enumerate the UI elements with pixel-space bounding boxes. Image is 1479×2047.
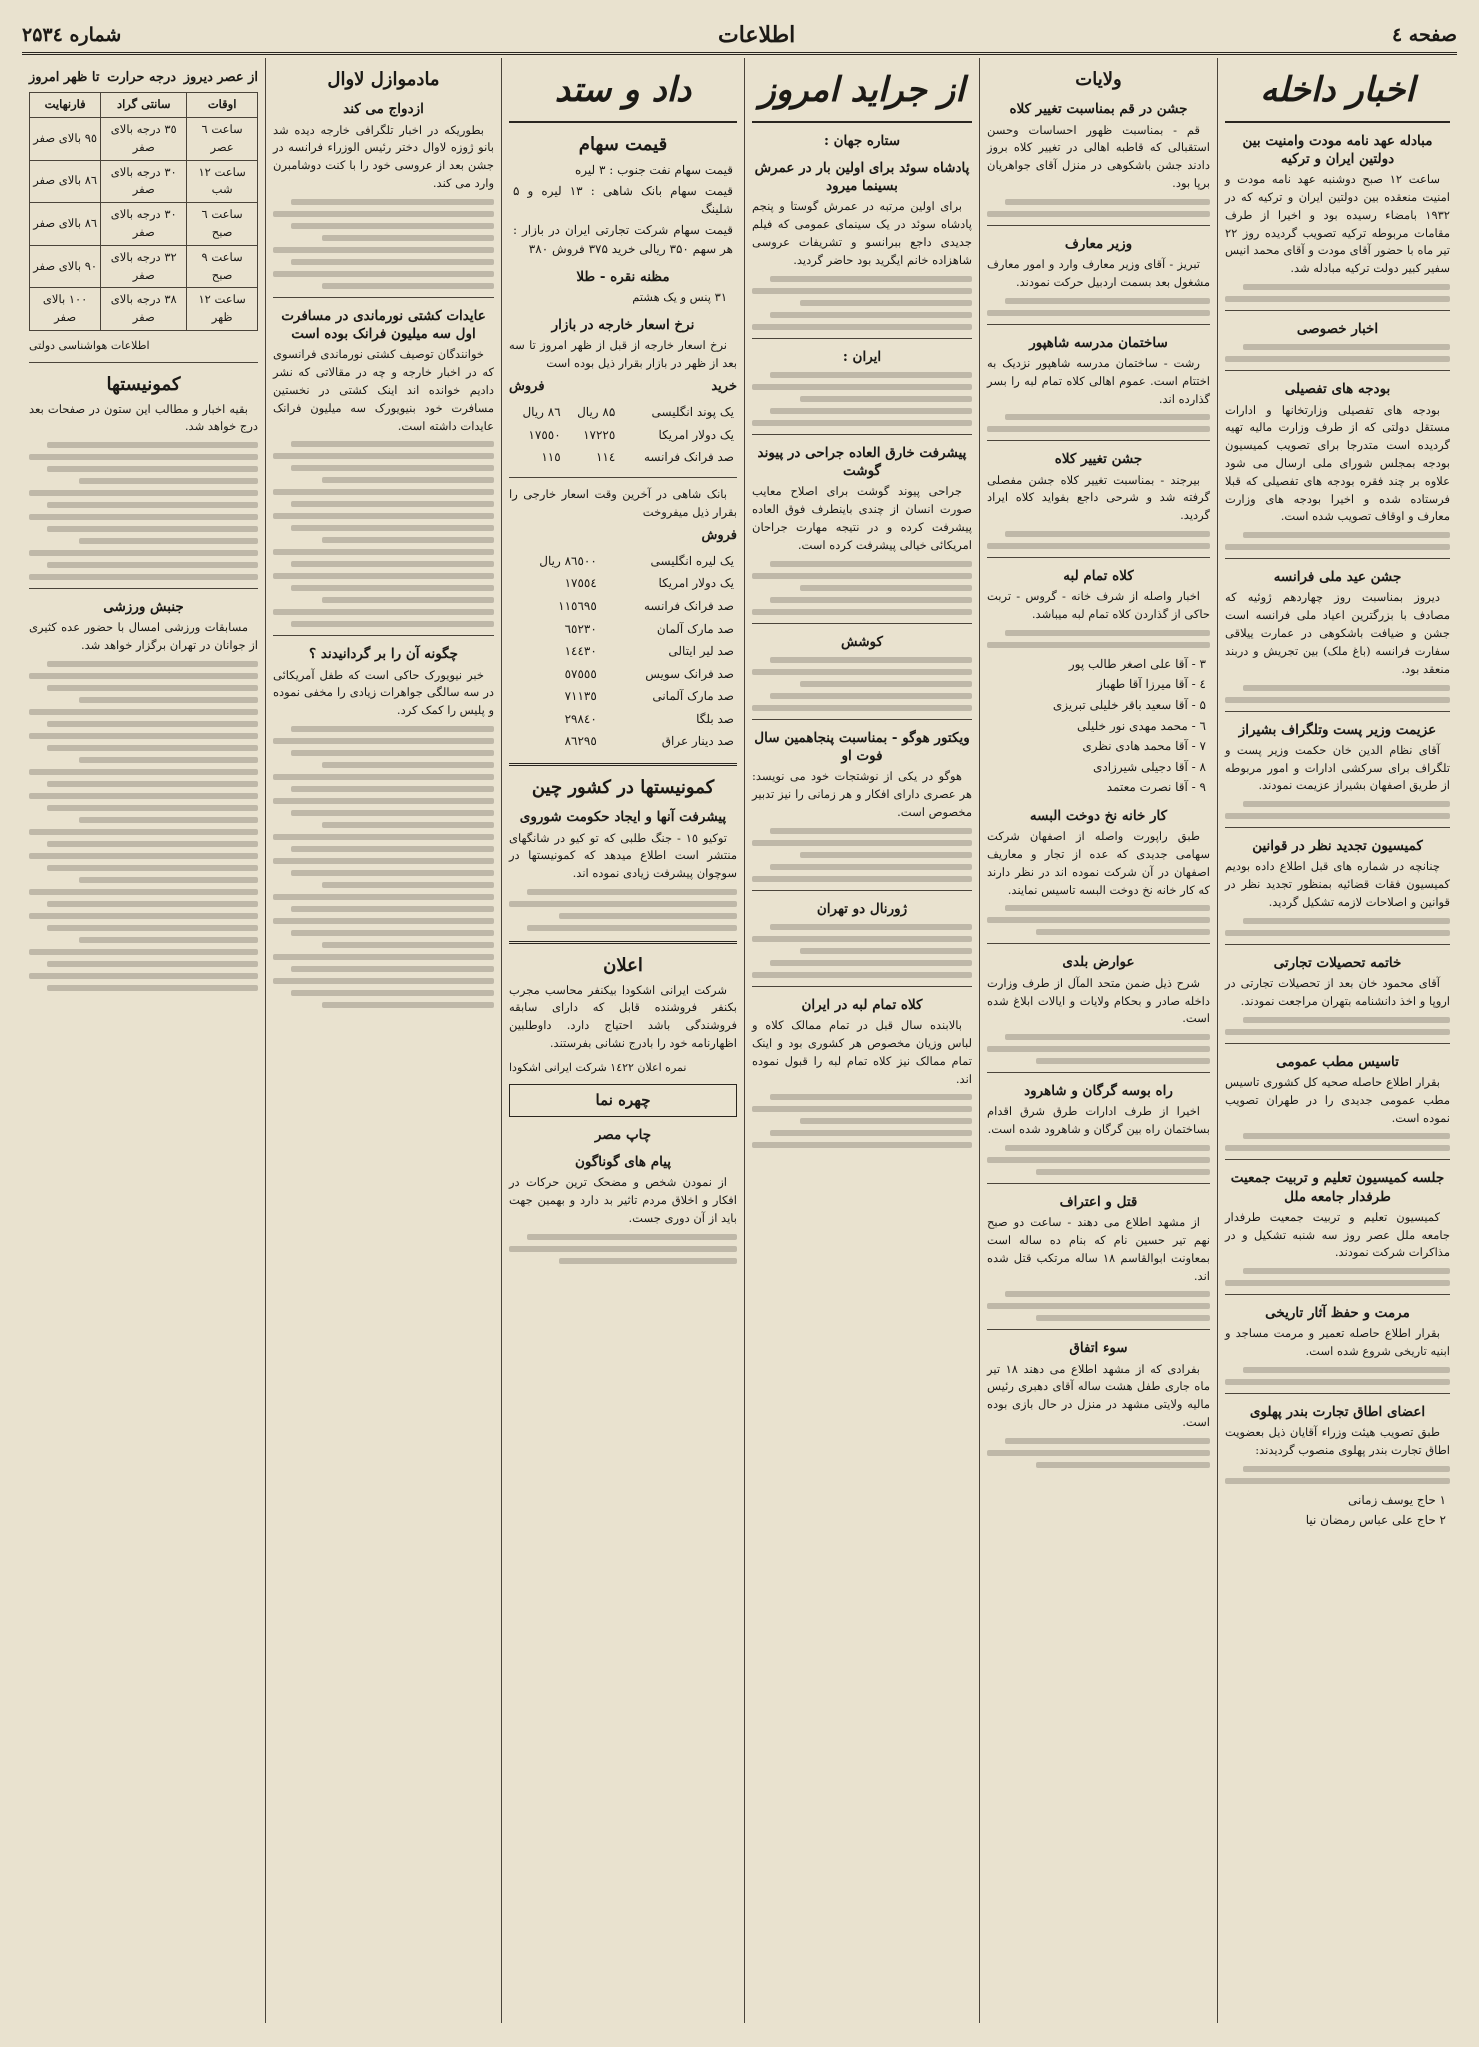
- domestic-head-6: خاتمه تحصیلات تجارتی: [1273, 954, 1402, 971]
- domestic-head-4: عزیمت وزیر پست وتلگراف بشیراز: [1238, 721, 1437, 738]
- bank-row-cell: ۷۱۱۳٥: [564, 689, 597, 704]
- domestic-head-0: مبادله عهد نامه مودت وامنیت بین دولتین ایران و ترکیه: [1242, 132, 1433, 168]
- weather-col-celsius: سانتی گراد: [101, 93, 187, 118]
- bank-row: [509, 685, 737, 708]
- press-head-0: پادشاه سوئد برای اولین بار در عمرش بسینما میرود: [754, 160, 970, 195]
- provinces-b-head-3: قتل و اعتراف: [1059, 1193, 1138, 1210]
- weather-row-cell: ساعت ٦ صبح: [187, 203, 258, 246]
- domestic-head-2: بودجه های تفصیلی: [1284, 381, 1391, 398]
- fx-row-cell: صد فرانک فرانسه: [643, 450, 734, 465]
- provinces-list-item: ۷ - آقا محمد هادی نظری: [1082, 739, 1206, 754]
- provinces-head-0: جشن در قم بمناسبت تغییر کلاه: [1009, 101, 1188, 118]
- fx-table: [509, 401, 737, 469]
- provinces-b-text-0: طبق راپورت واصله از اصفهان شرکت سهامی جدیدی که عده از تجار و معاریف اصفهان در آن شرکت نموده اند در نظر دارند که کار خانه نخ دوخت البسه تاسیس نمایند.: [987, 829, 1210, 897]
- bank-head: بانک شاهی در آخرین وقت اسعار خارجی را بقرار ذیل میفروخت: [509, 486, 737, 519]
- bank-row-cell: ۱۷٥٥٤: [564, 576, 597, 591]
- fx-row-cell: یک پوند انگلیسی: [651, 405, 734, 420]
- provinces-list-item: ۵ - آقا سعید باقر خلیلی تبریزی: [1052, 698, 1206, 713]
- communists-head: کمونیستها در کشور چین: [531, 777, 715, 799]
- domestic-head-1: اخبار خصوصی: [1296, 321, 1379, 338]
- provinces-head-4: کلاه تمام لبه: [1063, 568, 1134, 585]
- messages-head: پیام های گوناگون: [574, 1154, 672, 1171]
- trade-title: داد و ستد: [509, 58, 737, 123]
- bank-row: [509, 708, 737, 731]
- stock-quote: قیمت سهام بانک شاهی : ۱۳ لیره و ۵ شلینگ: [513, 183, 733, 217]
- bank-row-cell: صد فرانک فرانسه: [643, 598, 734, 613]
- provinces-head-2: ساختمان مدرسه شاهپور: [1029, 334, 1168, 351]
- bank-row-cell: صد مارک آلمانی: [652, 689, 734, 704]
- press-head-5: ژورنال دو تهران: [816, 900, 908, 917]
- stocks-sub: قیمت سهام: [578, 133, 668, 155]
- ad-head: اعلان: [603, 955, 643, 977]
- weather-row-cell: ۳٥ درجه بالای صفر: [101, 117, 187, 160]
- bank-row-cell: صد فرانک سویس: [645, 666, 734, 681]
- weather-row-cell: ساعت ۹ صبح: [187, 245, 258, 288]
- domestic-text-10: طبق تصویب هیئت وزراء آقایان ذیل بعضویت اطاق تجارت بندر پهلوی منصوب گردیدند:: [1225, 1425, 1450, 1458]
- normandie-text: خوانندگان توصیف کشتی نورماندی فرانسوی که در اخبار خارجه و چه در مقالاتی که نشر دادیم خوانده اند اینک کشتی در نخستین مسافرت خود بنیویورک سه میلیون فرانک عایدات داشته است.: [273, 347, 494, 433]
- weather-row: [30, 203, 258, 246]
- weather-row-cell: ۳۰ درجه بالای صفر: [101, 160, 187, 203]
- member-2: ۲ حاج علی عباس رمضان نیا: [1305, 1513, 1446, 1528]
- communists-sub: پیشرفت آنها و ایجاد حکومت شوروی: [519, 809, 727, 826]
- column-weather: [22, 58, 265, 2023]
- provinces-title: ولایات: [1075, 69, 1122, 90]
- weather-row-cell: ساعت ۱۲ شب: [187, 160, 258, 203]
- bank-row-cell: ۸٦٥۰۰ ریال: [539, 553, 597, 568]
- normandie-head: عایدات کشتی نورماندی در مسافرت اول سه میلیون فرانک بوده است: [281, 307, 486, 343]
- domestic-head-9: مرمت و حفظ آثار تاریخی: [1265, 1305, 1410, 1322]
- sport-head: جنبش ورزشی: [103, 599, 184, 616]
- press-head-4: ویکتور هوگو - بمناسبت پنجاهمین سال فوت او: [754, 729, 970, 765]
- column-laval: [265, 58, 501, 2023]
- misc-text: بقیه اخبار و مطالب این ستون در صفحات بعد درج خواهد شد.: [29, 401, 258, 434]
- weather-col-time: اوقات: [187, 93, 258, 118]
- domestic-head-8: جلسه کمیسیون تعلیم و تربیت جمعیت طرفدار جامعه ملل: [1230, 1170, 1445, 1205]
- fx-buy-label: خرید: [711, 379, 737, 395]
- provinces-b-text-1: شرح ذیل ضمن متحد المآل از طرف وزارت داخله صادر و بحکام ولایات و ایالات ابلاغ شده است.: [987, 975, 1210, 1026]
- stock-quote: قیمت سهام شرکت تجارتی ایران در بازار : هر سهم ۳۵۰ ریالی خرید ۳۷۵ فروش ۳۸۰: [513, 222, 733, 256]
- press-head-3: کوشش: [841, 633, 883, 650]
- misc-title: کمونیستها: [106, 374, 181, 396]
- fx-row-cell: یک دولار امریکا: [658, 427, 734, 442]
- bank-row-cell: صد مارک آلمان: [656, 621, 734, 636]
- weather-row: [30, 117, 258, 160]
- provinces-b-text-3: از مشهد اطلاع می دهند - ساعت دو صبح نهم تیر حسین نام که بنام ده ساله است بمعاونت ابوالقاسم ۱۸ ساله مرتکب قتل شده اند.: [987, 1215, 1210, 1283]
- faces-head: چهره نما: [509, 1084, 737, 1117]
- domestic-text-6: آقای محمود خان بعد از تحصیلات تجارتی در اروپا و اخذ دانشنامه بتهران مراجعت نمودند.: [1225, 976, 1450, 1008]
- weather-row-cell: ۳۰ درجه بالای صفر: [101, 203, 187, 246]
- bank-row-cell: یک دولار امریکا: [658, 576, 734, 591]
- press-review-title: از جراید امروز: [752, 58, 972, 123]
- fx-row: [509, 446, 737, 469]
- provinces-list-item: ۳ - آقا علی اصغر طالب پور: [1068, 656, 1206, 671]
- messages-text: از نمودن شخص و مضحک ترین حرکات در افکار و اخلاق مردم تاثیر بد دارد و بهمین جهت باید از آن دوری جست.: [509, 1175, 737, 1226]
- weather-row: [30, 245, 258, 288]
- press-text-6: بالابنده سال قبل در تمام ممالک کلاه و لباس وزیان مخصوص هر کشوری بود و اینک تمام ممالک نیز کلاه تمام لبه را قبول نموده اند.: [752, 1018, 972, 1086]
- weather-row-cell: ساعت ٦ عصر: [187, 117, 258, 160]
- fx-row-cell: ۱۷۲۲٥: [583, 427, 616, 442]
- press-head-1: ایران :: [842, 348, 882, 365]
- press-text-4: هوگو در یکی از نوشتجات خود می نویسد: هر عصری دارای افکار و هر زمانی را نیز تدبیر مخصوص است.: [752, 769, 972, 819]
- fx-sell-label: فروش: [509, 379, 545, 395]
- provinces-head-3: جشن تغییر کلاه: [1054, 451, 1143, 468]
- press-text-2: جراحی پیوند گوشت برای اصلاح معایب صورت انسان از چندی باینطرف فوق العاده پیشرفت کرده و در نتیجه مهارت جراحان امریکائی خیالی پیشرفت کرده است.: [752, 484, 972, 552]
- weather-row-cell: ساعت ۱۲ ظهر: [187, 288, 258, 331]
- fx-row-cell: ۸۵ ریال: [577, 405, 616, 420]
- provinces-text-0: قم - بمناسبت ظهور احساسات وحسن استقبالی که قاطبه اهالی در تغییر کلاه بروز دادند جشن باشکوهی در منزل آقای جواهریان برپا بود.: [987, 122, 1210, 191]
- bank-row: [509, 572, 737, 595]
- bank-row: [509, 595, 737, 618]
- silver-head: مظنه نقره - طلا: [576, 269, 670, 286]
- column-provinces: [979, 58, 1217, 2023]
- domestic-text-0: ساعت ۱۲ صبح دوشنبه عهد نامه مودت و امنیت منعقده بین دولتین ایران و ترکیه که در ۱۹۳۲ بامضاء رسیده بود و اخیرا از طرف مقامات مربوطه ترکیه تصویب گردیده روز ۲۲ تیر ماه با حضور آقای مودت و آقای محمد انیس سفیر کبیر دولت ترکیه مبادله شد.: [1225, 172, 1450, 276]
- weather-table: [29, 92, 258, 331]
- bank-row: [509, 730, 737, 753]
- stock-quote: قیمت سهام نفت جنوب : ۳ لیره: [574, 163, 733, 178]
- bank-row-cell: صد لیر ایتالی: [668, 644, 734, 659]
- fx-row-cell: ۸٦ ریال: [522, 405, 561, 420]
- fx-row: [509, 424, 737, 447]
- domestic-head-5: کمیسیون تجدید نظر در قوانین: [1252, 838, 1423, 855]
- laval-title: مادموازل لاوال: [327, 69, 440, 90]
- bank-row-cell: صد دینار عراق: [661, 734, 734, 749]
- issue-number: شماره ۲۵۳٤: [22, 24, 122, 46]
- provinces-text-1: تبریز - آقای وزیر معارف وارد و امور معارف مشغول بعد بسمت اردبیل حرکت نمودند.: [987, 257, 1210, 289]
- returned-head: چگونه آن را بر گردانیدند ؟: [309, 646, 458, 663]
- bank-row-cell: ۱۱٥٦۹٥: [558, 598, 597, 613]
- domestic-head-7: تاسیس مطب عمومی: [1276, 1053, 1399, 1070]
- provinces-head-1: وزیر معارف: [1064, 235, 1133, 252]
- fx-row-cell: ۱۷٥٥۰: [528, 427, 561, 442]
- provinces-b-text-4: بفرادی که از مشهد اطلاع می دهند ۱۸ تیر ماه جاری طفل هشت ساله آقای دهبری رئیس مالیه ولایتی مشهد در منزل در حال بازی بوده است.: [987, 1361, 1210, 1430]
- bank-table: [509, 550, 737, 753]
- sport-text: مسابقات ورزشی امسال با حضور عده کثیری از جوانان در تهران برگزار خواهد شد.: [29, 620, 258, 653]
- weather-row: [30, 288, 258, 331]
- provinces-text-3: بیرجند - بمناسبت تغییر کلاه جشن مفصلی گرفته شد و شرحی داجع بفواید کلاه ایراد گردید.: [987, 472, 1210, 523]
- fx-row-cell: ۱۱٤: [595, 450, 616, 465]
- provinces-list-item: ٦ - محمد مهدی نور خلیلی: [1077, 718, 1206, 733]
- bank-row: [509, 550, 737, 573]
- bank-row-cell: ۱٤٤۳۰: [564, 644, 597, 659]
- faces-sub: چاپ مصر: [594, 1127, 652, 1144]
- weather-note: اطلاعات هواشناسی دولتی: [29, 339, 150, 353]
- bank-row-cell: ۲۹۸٤۰: [564, 711, 597, 726]
- press-head-6: کلاه تمام لبه در ایران: [801, 996, 923, 1013]
- domestic-head-10: اعضای اطاق تجارت بندر پهلوی: [1249, 1404, 1426, 1421]
- fx-row: [509, 401, 737, 424]
- weather-row-cell: ۸٦ بالای صفر: [30, 203, 101, 246]
- domestic-text-9: بقرار اطلاع حاصله تعمیر و مرمت مساجد و ابنیه تاریخی شروع شده است.: [1225, 1326, 1450, 1359]
- press-review-sub: ستاره جهان :: [823, 132, 901, 149]
- bank-row-cell: صد بلگا: [696, 711, 734, 726]
- provinces-list-item: ۹ - آقا نصرت معتمد: [1106, 780, 1206, 795]
- provinces-b-head-1: عوارض بلدی: [1062, 954, 1135, 971]
- press-text-0: برای اولین مرتبه در عمرش گوستا و پنجم پادشاه سوئد در یک سینمای عمومی که فیلم جدیدی داجع ببرانسو و تشریفات عروسی شاهزاده خانم ایگرید بود حاضر گردید.: [752, 199, 972, 267]
- press-head-2: پیشرفت خارق العاده جراحی در پیوند گوشت: [757, 444, 967, 480]
- domestic-text-8: کمیسیون تعلیم و تربیت جمعیت طرفدار جامعه ملل عصر روز سه شنبه تشکیل و در مذاکرات شرکت نمودند.: [1225, 1209, 1450, 1260]
- weather-row-cell: ۹٥ بالای صفر: [30, 117, 101, 160]
- provinces-b-head-2: راه بوسه گرگان و شاهرود: [1024, 1083, 1173, 1100]
- provinces-text-4: اخبار واصله از شرف خانه - گروس - تربت حاکی از گذاردن کلاه تمام لبه میباشد.: [987, 589, 1210, 622]
- weather-col-fahrenheit: فارنهایت: [30, 93, 101, 118]
- masthead: [22, 18, 1457, 55]
- fx-intro: نرخ اسعار خارجه از قبل از ظهر امروز تا سه بعد از ظهر در بازار بقرار ذیل بوده است: [509, 338, 737, 371]
- bank-row-cell: ٥٧٥٥٥: [564, 666, 597, 681]
- weather-row-cell: ۹۰ بالای صفر: [30, 245, 101, 288]
- bank-row: [509, 663, 737, 686]
- weather-row-cell: ۸٦ بالای صفر: [30, 160, 101, 203]
- bank-row: [509, 640, 737, 663]
- returned-text: خبر نیویورک حاکی است که طفل آمریکائی در سه سالگی جواهرات زیادی را مخفی نموده و پلیس را کمک کرد.: [273, 667, 494, 718]
- bank-row-cell: یک لیره انگلیسی: [650, 553, 734, 568]
- provinces-b-head-0: کار خانه نخ دوخت البسه: [1029, 808, 1168, 825]
- provinces-b-head-4: سوء اتفاق: [1069, 1340, 1128, 1357]
- domestic-text-3: دیروز بمناسبت روز چهاردهم ژوئیه که مصادف با بزرگترین اعیاد ملی فرانسه است جشن و ضیافت باشکوهی در عمارت ییلاقی سفارت فرانسه (باغ ملک) بین تجریش و دربند منعقد بود.: [1225, 590, 1450, 676]
- weather-row-cell: ۳۲ درجه بالای صفر: [101, 245, 187, 288]
- domestic-text-5: چنانچه در شماره های قبل اطلاع داده بودیم کمیسیون فقات قضائیه بمنظور تجدید نظر در قوانین و اصلاحات لازمه تشکیل گردید.: [1225, 859, 1450, 910]
- weather-row-cell: ۱۰۰ بالای صفر: [30, 288, 101, 331]
- laval-sub: ازدواج می کند: [343, 101, 424, 118]
- provinces-text-2: رشت - ساختمان مدرسه شاهپور نزدیک به اختتام است. عموم اهالی کلاه تمام لبه را بسر گذارده اند.: [987, 355, 1210, 406]
- column-domestic-news: [1217, 58, 1457, 2023]
- domestic-head-3: جشن عید ملی فرانسه: [1273, 569, 1402, 586]
- page-number: صفحه ٤: [1391, 24, 1457, 46]
- bank-row: [509, 618, 737, 641]
- domestic-text-7: بقرار اطلاع حاصله صحیه کل کشوری تاسیس مطب عمومی جدیدی را در طهران تصویب نموده است.: [1225, 1074, 1450, 1125]
- provinces-list-item: ۸ - آقا دجیلی شیرزادی: [1092, 759, 1206, 774]
- weather-left: تا ظهر امروز: [29, 70, 100, 85]
- provinces-b-text-2: اخیرا از طرف ادارات طرق شرق اقدام بساختمان راه بین گرگان و شاهرود شده است.: [987, 1104, 1210, 1137]
- ad-sign: نمره اعلان ۱٤۲۲ شرکت ایرانی اشکودا: [509, 1060, 687, 1074]
- communists-text: توکیو ۱٥ - جنگ طلبی که تو کیو در شانگهای منتشر است اطلاع میدهد که کمونیستها در سوچوان پیشرفت زیادی نموده اند.: [509, 830, 737, 881]
- laval-text: بطوریکه در اخبار تلگرافی خارجه دیده شد بانو ژوزه لاوال دختر رئیس الوزراء فرانسه در جشن بعد از عروسی خود را با کنت دوشامبرن وارد می کند.: [273, 122, 494, 191]
- domestic-text-4: آقای نظام الدین خان حکمت وزیر پست و تلگراف برای سرکشی ادارات و امور مربوطه از طریق اصفهان بشیراز عزیمت نمودند.: [1225, 742, 1450, 793]
- domestic-text-2: بودجه های تفصیلی وزارتخانها و ادارات مستقل دولتی که از طرف وزارت مالیه تهیه گردیده است متدرجا برای تصویب کمیسیون بودجه بمجلس شورای ملی ارسال می شود علاوه بر چند فقره بودجه های تفصیلی که قبلا فرستاده شده و اخیرا بودجه های وزارت معارف و اوقاف تصویب شده است.: [1225, 402, 1450, 524]
- column-press-review: [744, 58, 979, 2023]
- weather-right: از عصر دیروز: [183, 70, 258, 85]
- silver-text: ۳۱ پنس و یک هشتم: [632, 290, 727, 305]
- weather-row-cell: ۳۸ درجه بالای صفر: [101, 288, 187, 331]
- ad-text: شرکت ایرانی اشکودا بیکنفر محاسب مجرب بکنفر فروشنده قابل که دارای سابقه فروشندگی باشد احتیاج دارد. داوطلبین اظهارنامه خود را بادرج نشانی بفرستند.: [509, 982, 737, 1050]
- bank-sell-label: فروش: [701, 527, 737, 543]
- bank-row-cell: ٦٥۲۳۰: [564, 621, 597, 636]
- domestic-news-title: اخبار داخله: [1225, 58, 1450, 123]
- weather-row: [30, 160, 258, 203]
- fx-head: نرخ اسعار خارجه در بازار: [551, 317, 695, 334]
- fx-row-cell: ۱۱٥: [541, 450, 561, 465]
- paper-name: اطلاعات: [717, 22, 796, 48]
- provinces-list-item: ٤ - آقا میرزا آقا طهباز: [1097, 677, 1206, 692]
- weather-title: درجه حرارت: [107, 70, 177, 85]
- column-trade: [501, 58, 744, 2023]
- bank-row-cell: ۸٦۲۹٥: [564, 734, 597, 749]
- member-1: ۱ حاج یوسف زمانی: [1348, 1492, 1446, 1507]
